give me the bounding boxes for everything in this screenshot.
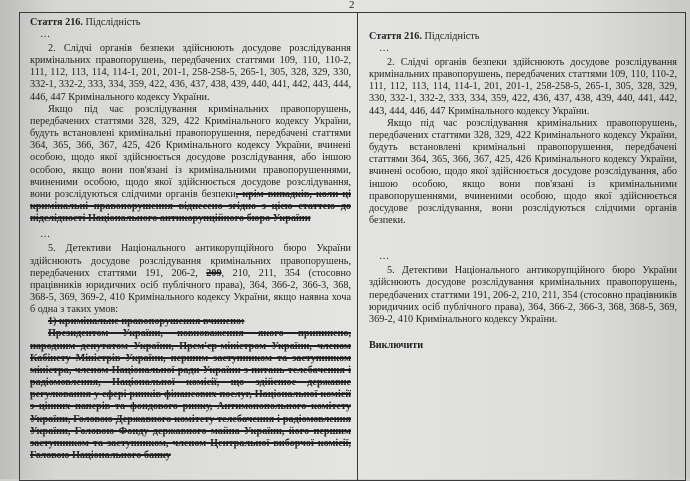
plain-text: , 210, 211, 354 (стосовно працівників юридичних осіб публічного права), 364, 366-2, 366-3, 368, 368-5, 369, 369-2, 410 Кримінального кодексу України, якщо наявна хоча б одна з таких умов: bbox=[30, 267, 351, 316]
ellipsis: … bbox=[40, 29, 52, 40]
article-title-text: Підслідність bbox=[421, 31, 480, 42]
article-title-number: Стаття 216. bbox=[30, 17, 83, 28]
condition-1-heading: 1) кримінальне правопорушення вчинено: bbox=[48, 316, 245, 328]
struck-text: , крім випадків, коли ці кримінальні правопорушення віднесено згідно з цією статтею до підслідності Національного антикорупційного бюро України bbox=[30, 188, 351, 225]
struck-text: 209 bbox=[206, 267, 222, 279]
plain-text: 5. Детективи Національного антикорупційного бюро України здійснюють досудове розслідування кримінальних правопорушень, передбачених статтями 191, 206-2, bbox=[30, 243, 351, 279]
part-5-paragraph: 5. Детективи Національного антикорупційного бюро України здійснюють досудове розслідування кримінальних правопорушень, передбачених статтями 191, 206-2, 210, 211, 354 (стосовно працівників юридичних осіб публічного права), 364, 366-2, 366-3, 368, 368-5, 369, 369-2, 410 Кримінального кодексу України. bbox=[369, 265, 677, 325]
article-title-number: Стаття 216. bbox=[369, 31, 422, 42]
part-2-second-paragraph bbox=[30, 104, 351, 226]
part-2-paragraph: 2. Слідчі органів безпеки здійснюють досудове розслідування кримінальних правопорушень, передбачених статтями 109, 110, 110-2, 111, 112, 113, 114, 114-1, 201, 201-1, 258-258-5, 265-1, 305, 328, 329, 330, 332-1, 332-2, 333, 334, 359, 422, 436, 437, 438, 439, 440, 441, 442, 443, 444, 446, 447 Кримінального кодексу України. bbox=[30, 43, 351, 103]
ellipsis: … bbox=[379, 251, 391, 263]
part-2-paragraph: 2. Слідчі органів безпеки здійснюють досудове розслідування кримінальних правопорушень, передбачених статтями 109, 110, 110-2, 111, 112, 113, 114, 114-1, 201, 201-1, 258-258-5, 265-1, 305, 328, 329, 330, 332-1, 332-2, 333, 334, 359, 422, 436, 437, 438, 439, 440, 441, 442, 443, 444, 446, 447 Кримінального кодексу України. bbox=[369, 57, 677, 117]
article-title bbox=[369, 31, 677, 43]
article-title bbox=[30, 17, 351, 29]
officials-list-paragraph: Президентом України, повноваження якого припинено, народним депутатом України, Прем'єр-міністром України, членом Кабінету Міністрів України, першим заступником та заступником міністра, членом Національної ради України з питань телебачення і радіомовлення, Національної комісії, що здійснює державне регулювання у сфері ринків фінансових послуг, Національної комісії з цінних паперів та фондового ринку, Антимонопольного комітету України, Головою Державного комітету телебачення і радіомовлення України, Головою Фонду державного майна України, його першим заступником та заступником, членом Центральної виборчої комісії, Головою Національного банку bbox=[30, 328, 351, 461]
proposed-text-column bbox=[358, 13, 685, 480]
ellipsis: … bbox=[40, 229, 52, 241]
part-2-second-paragraph: Якщо під час розслідування кримінальних правопорушень, передбачених статтями 328, 329, 422 Кримінального кодексу України, будуть встановлені кримінальні правопорушення, передбачені статтями 364, 365, 366, 367, 425, 426 Кримінального кодексу України, вчинені особою, щодо якої здійснюється досудове розслідування, або іншою особою, якщо вони пов'язані із кримінальними правопорушеннями, вчиненими особою, щодо якої здійснюється досудове розслідування, вони розслідуються слідчими органів безпеки. bbox=[369, 117, 677, 227]
page-number: 2 bbox=[349, 0, 355, 11]
comparison-table bbox=[19, 12, 686, 481]
excluded-label: Виключити bbox=[369, 339, 424, 351]
plain-text: Якщо під час розслідування кримінальних правопорушень, передбачених статтями 328, 329, 422 Кримінального кодексу України, будуть встановлені кримінальні правопорушення, передбачені статтями 364, 365, 366, 367, 425, 426 Кримінального кодексу України, вчинені особою, щодо якої здійснюється досудове розслідування, або іншою особою, якщо вони пов'язані із кримінальними правопорушеннями, вчиненими особою, щодо якої здійснюється досудове розслідування, вони розслідуються слідчими органів безпеки bbox=[30, 103, 351, 200]
current-text-column bbox=[20, 13, 358, 480]
article-title-text: Підслідність bbox=[82, 17, 141, 28]
part-5-paragraph bbox=[30, 243, 351, 316]
ellipsis: … bbox=[379, 43, 391, 54]
